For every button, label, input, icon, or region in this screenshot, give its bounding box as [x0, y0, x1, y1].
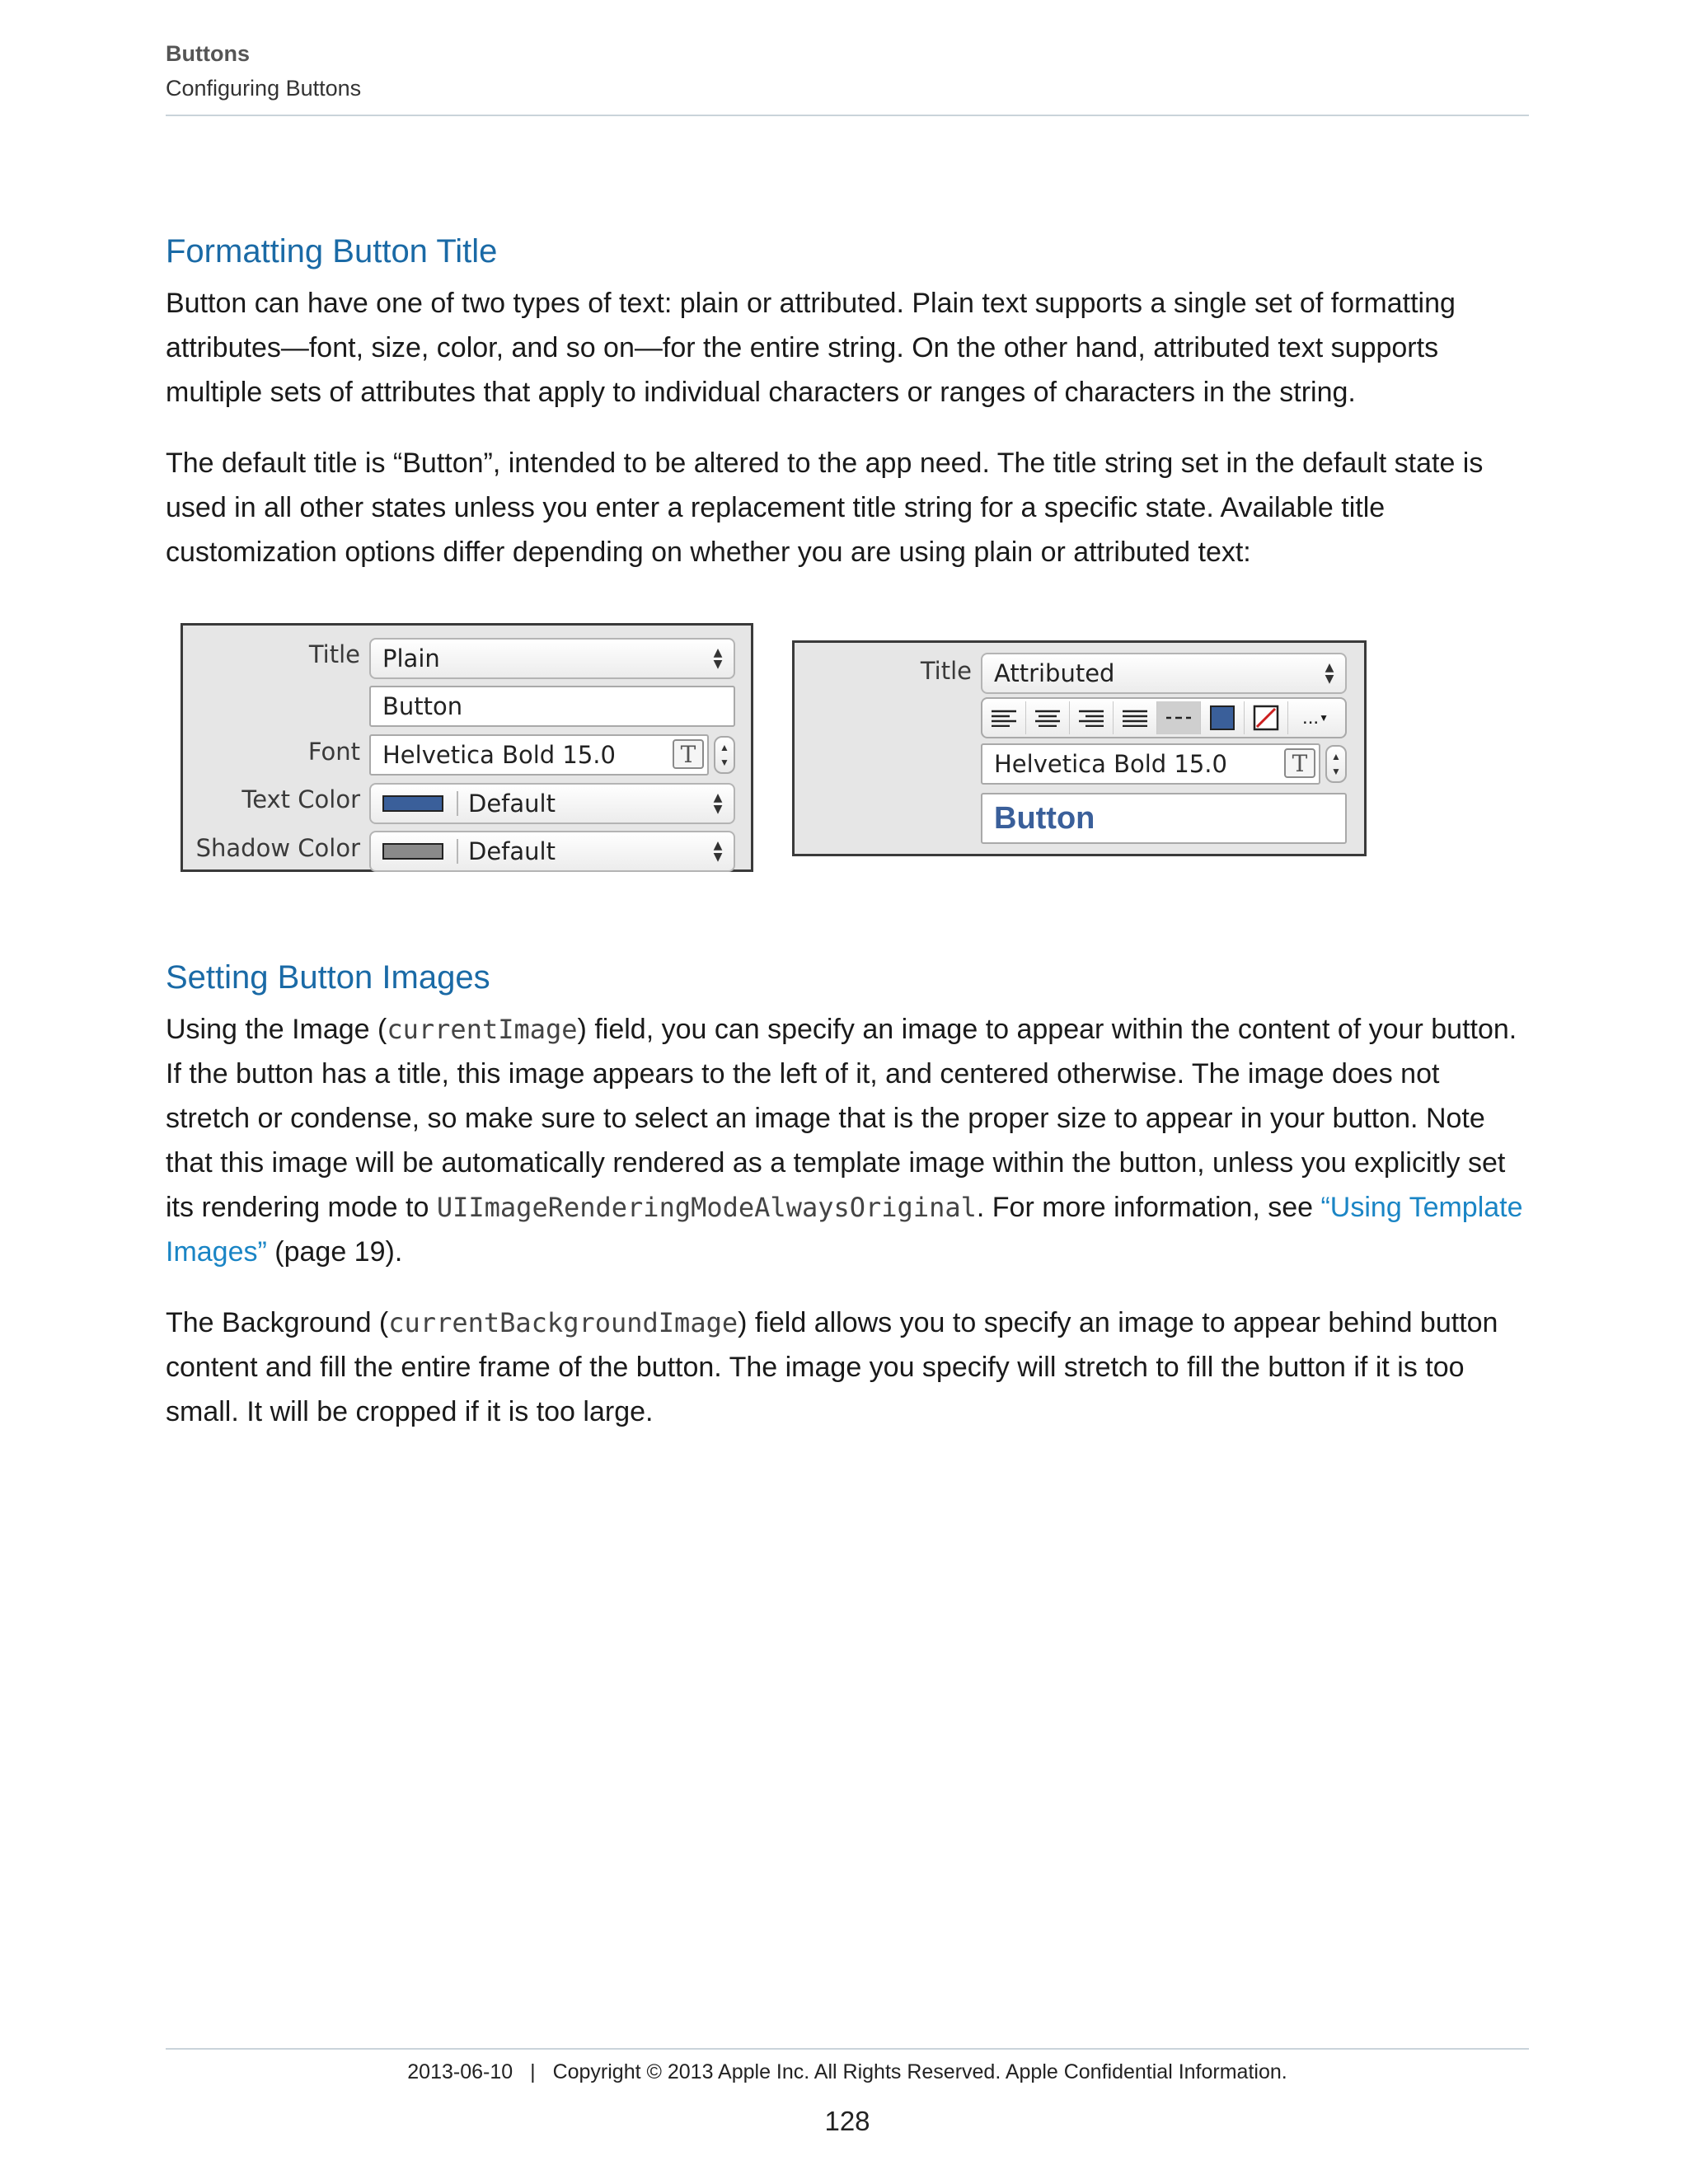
align-left-button[interactable]	[982, 701, 1026, 734]
more-attributes-label: ...	[1302, 706, 1320, 729]
popup-arrows-icon: ▲ ▼	[713, 646, 723, 671]
align-left-icon	[990, 709, 1018, 727]
no-background-color-icon	[1253, 705, 1279, 731]
page-number: 128	[824, 2106, 870, 2136]
shadow-color-value: Default	[468, 837, 556, 865]
popup-divider	[457, 791, 458, 816]
title-label: Title	[920, 657, 972, 685]
align-right-button[interactable]	[1070, 701, 1114, 734]
text-run: . For more information, see	[976, 1192, 1321, 1223]
section-formatting-title	[166, 228, 1529, 574]
text-color-popup[interactable]	[369, 783, 735, 824]
footer-copyright: Copyright © 2013 Apple Inc. All Rights Reserved. Apple Confidential Information.	[552, 2060, 1287, 2083]
paragraph-background-field	[166, 1301, 1529, 1434]
attributed-title-inspector	[792, 640, 1367, 856]
font-size-stepper[interactable]	[714, 736, 735, 774]
align-center-icon	[1034, 709, 1062, 727]
more-attributes-button[interactable]	[1288, 701, 1343, 734]
shadow-color-label: Shadow Color	[195, 834, 360, 862]
attributed-title-text-field[interactable]	[981, 793, 1347, 844]
align-justify-icon	[1121, 709, 1149, 727]
popup-arrows-icon: ▲ ▼	[713, 839, 723, 864]
title-type-value: Plain	[382, 644, 440, 673]
shadow-color-popup[interactable]	[369, 831, 735, 872]
font-picker-icon[interactable]: T	[1284, 748, 1315, 778]
font-field[interactable]	[981, 743, 1320, 785]
font-value: Helvetica Bold 15.0	[382, 741, 616, 769]
footer-date: 2013-06-10	[407, 2060, 513, 2083]
running-header	[166, 36, 1529, 105]
heading-formatting-button-title: Formatting Button Title	[166, 233, 498, 269]
attributed-preview-text: Button	[994, 801, 1095, 836]
text-color-swatch	[382, 795, 443, 812]
footer-separator: |	[530, 2060, 536, 2083]
text-color-value: Default	[468, 790, 556, 818]
align-center-button[interactable]	[1026, 701, 1070, 734]
align-natural-button[interactable]	[1157, 701, 1201, 734]
heading-setting-button-images: Setting Button Images	[166, 959, 490, 996]
text-run: Using the Image (	[166, 1014, 387, 1045]
header-section: Configuring Buttons	[166, 76, 362, 101]
title-type-popup[interactable]	[981, 653, 1347, 694]
plain-title-inspector	[181, 623, 753, 872]
title-text-value: Button	[382, 692, 463, 720]
chevron-down-icon: ▼	[1319, 712, 1329, 724]
text-run: (page 19).	[266, 1236, 403, 1268]
section-button-images	[166, 954, 1529, 1434]
text-run: ) field, you can specify an image to appear within the content of your button. If the button has a title, this image appears to the left of it, and centered otherwise. The image does not stretch or condense, so make sure to select an image that is the proper size to appear in your button. Note that this image will be automatically rendered as a template image within the button, unless you explicitly set its rendering mode to	[166, 1014, 1517, 1223]
link-using-template-images[interactable]: “Using Template Images”	[166, 1192, 1523, 1268]
font-size-stepper[interactable]	[1325, 745, 1347, 783]
text-run: ) field allows you to specify an image to appear behind button content and fill the entire frame of the button. The image you specify will stretch to fill the button if it is too small. It will be cropped if it is too large.	[166, 1307, 1498, 1427]
font-picker-icon[interactable]: T	[673, 739, 704, 769]
title-type-value: Attributed	[994, 659, 1115, 687]
paragraph-image-field	[166, 1007, 1529, 1274]
popup-arrows-icon: ▲ ▼	[713, 791, 723, 816]
stepper-up-icon[interactable]: ▲	[1331, 751, 1341, 762]
stepper-up-icon[interactable]: ▲	[720, 742, 729, 753]
text-color-label: Text Color	[241, 785, 360, 813]
header-chapter: Buttons	[166, 41, 250, 66]
paragraph-default-title: The default title is “Button”, intended to be altered to the app need. The title string set in the default state is used in all other states unless you enter a replacement title string for a specific state. Available title customization options differ depending on whether you are using plain or attributed text:	[166, 448, 1484, 568]
stepper-down-icon[interactable]: ▼	[720, 757, 729, 768]
font-value: Helvetica Bold 15.0	[994, 750, 1227, 778]
popup-divider	[457, 839, 458, 864]
font-field[interactable]	[369, 734, 709, 776]
stepper-down-icon[interactable]: ▼	[1331, 766, 1341, 777]
footer-rule	[166, 2048, 1529, 2050]
popup-arrows-icon: ▲ ▼	[1325, 661, 1334, 686]
text-color-button[interactable]	[1201, 701, 1245, 734]
header-rule	[166, 115, 1529, 116]
code-rendering-mode: UIImageRenderingModeAlwaysOriginal	[436, 1192, 977, 1223]
text-run: The Background (	[166, 1307, 389, 1338]
code-current-background-image: currentBackgroundImage	[388, 1307, 738, 1338]
align-justify-button[interactable]	[1114, 701, 1157, 734]
title-text-field[interactable]	[369, 686, 735, 727]
title-type-popup[interactable]	[369, 638, 735, 679]
font-label: Font	[307, 738, 360, 766]
attributes-toolbar	[981, 697, 1347, 738]
shadow-color-swatch	[382, 843, 443, 860]
page-footer	[166, 2055, 1529, 2088]
paragraph-text-types: Button can have one of two types of text: plain or attributed. Plain text supports a single set of formatting attributes—font, size, color, and so on—for the entire string. On the other hand, attributed text supports multiple sets of attributes that apply to individual characters or ranges of characters in the string.	[166, 288, 1456, 408]
text-color-swatch-icon	[1210, 705, 1235, 730]
background-color-button[interactable]	[1245, 701, 1288, 734]
code-current-image: currentImage	[387, 1014, 578, 1045]
title-label: Title	[308, 640, 360, 668]
align-right-icon	[1077, 709, 1105, 727]
align-natural-icon	[1165, 709, 1193, 727]
